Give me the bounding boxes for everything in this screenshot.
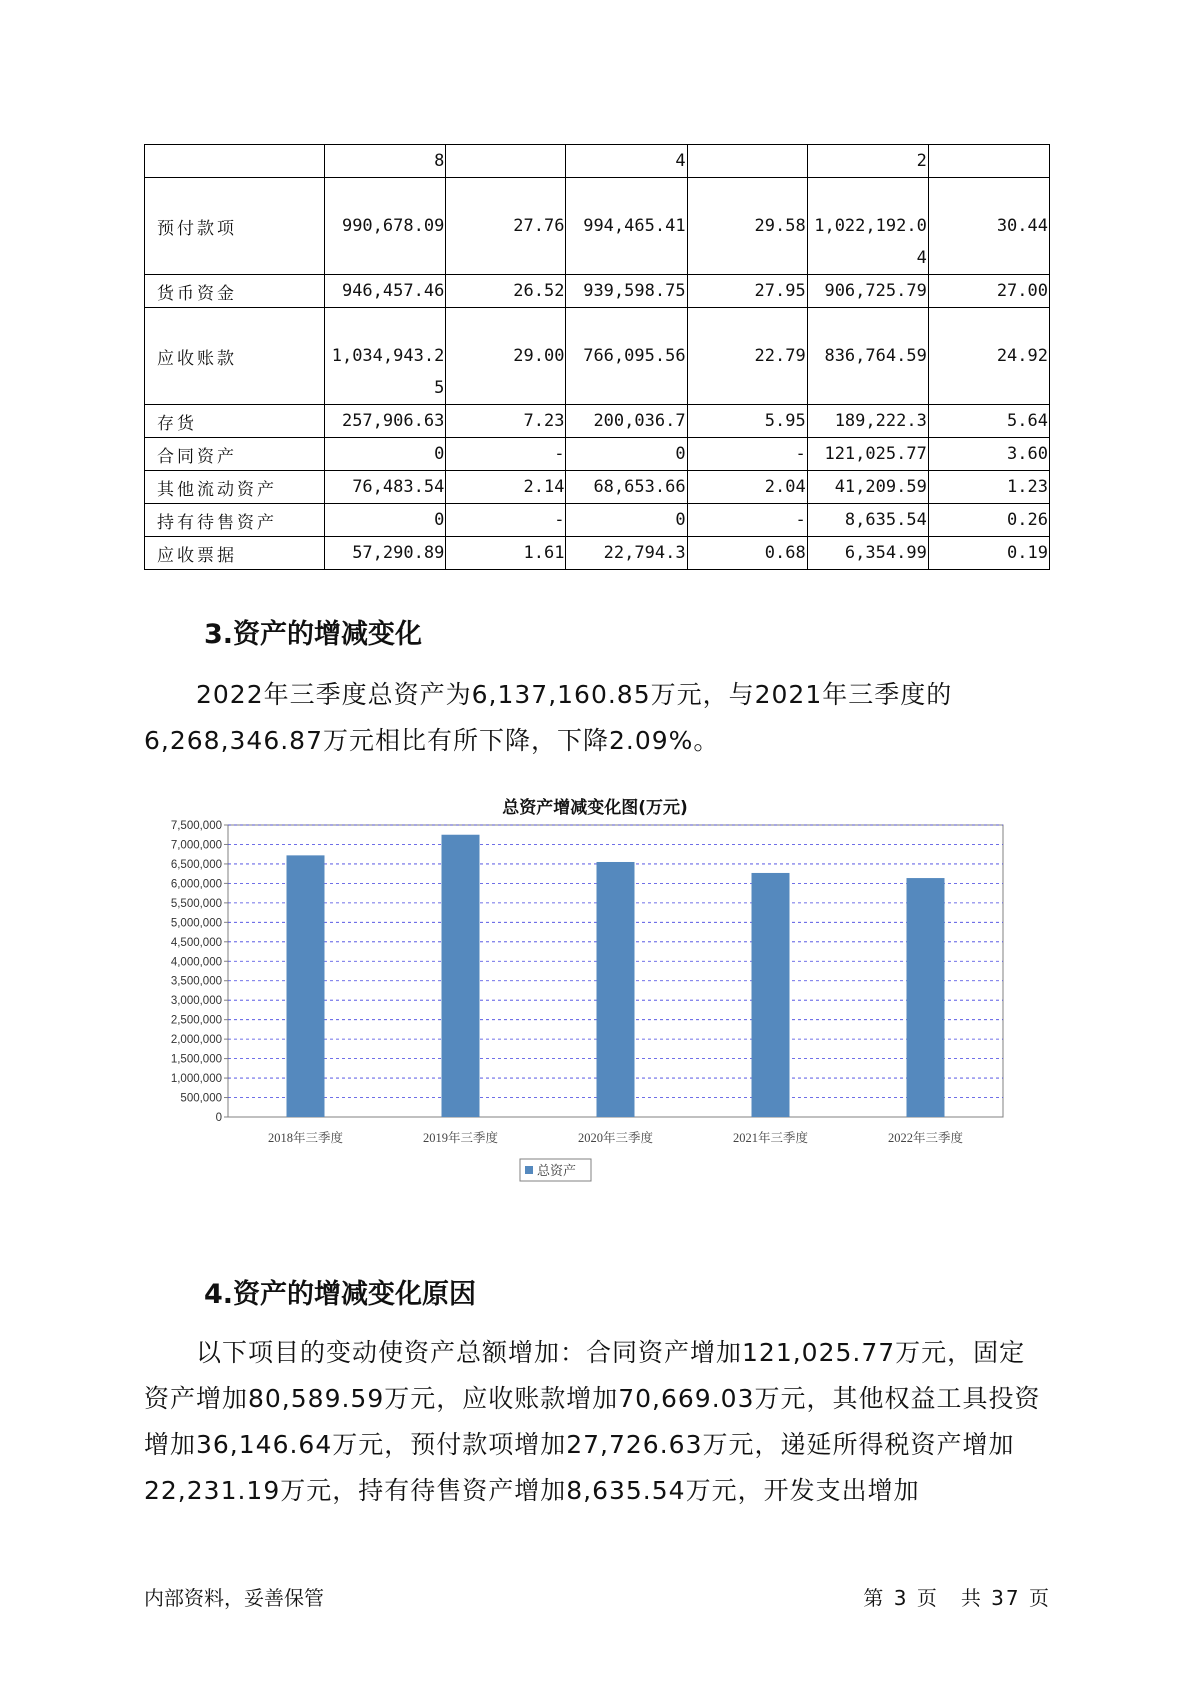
cell-value: 836,764.59 [807,308,928,405]
cell-value: 257,906.63 [325,405,446,438]
x-tick-label: 2019年三季度 [422,1131,499,1145]
cell-value: 0.19 [928,537,1049,570]
cell-value: 939,598.75 [566,275,687,308]
cell-value: 0 [566,504,687,537]
footer-confidential-note: 内部资料，妥善保管 [144,1586,324,1610]
y-tick-label: 2,500,000 [170,1014,222,1027]
y-tick-label: 6,000,000 [170,878,222,891]
cell-value: 41,209.59 [807,471,928,504]
y-tick-label: 4,000,000 [170,956,222,969]
table-row [145,438,1050,471]
bar [442,835,480,1117]
cell-value: 5.95 [687,405,807,438]
y-tick-label: 7,000,000 [170,839,222,852]
x-tick-label: 2022年三季度 [887,1131,964,1145]
cell-value: 7.23 [446,405,566,438]
bar [287,855,325,1117]
x-tick-label: 2018年三季度 [267,1131,344,1145]
table-row [145,471,1050,504]
cell-value: 3.60 [928,438,1049,471]
y-tick-label: 5,500,000 [170,897,222,910]
cell-value: - [687,504,807,537]
cell-value: - [446,504,566,537]
row-label: 存货 [145,405,325,438]
row-label: 其他流动资产 [145,471,325,504]
cell-value: 8,635.54 [807,504,928,537]
legend-swatch [525,1166,533,1174]
row-label: 预付款项 [145,178,325,275]
row-label: 货币资金 [145,275,325,308]
x-tick-label: 2021年三季度 [732,1131,809,1145]
y-tick-label: 7,500,000 [170,820,222,832]
cell-value: 27.00 [928,275,1049,308]
bar [597,862,635,1117]
cell-value: - [446,438,566,471]
cell-value: 200,036.7 [566,405,687,438]
cell-value: 4 [566,145,687,178]
cell-value: 57,290.89 [325,537,446,570]
cell-value: 24.92 [928,308,1049,405]
cell-value: 2.14 [446,471,566,504]
y-tick-label: 5,000,000 [170,917,222,930]
section-4-paragraph: 以下项目的变动使资产总额增加：合同资产增加121,025.77万元，固定资产增加80,589.59万元，应收账款增加70,669.03万元，其他权益工具投资增加36,146.64万元，预付款项增加27,726.63万元，递延所得税资产增加22,231.19万元，持有待售资产增加8,635.54万元，开发支出增加 [144,1338,1041,1505]
y-tick-label: 6,500,000 [170,858,222,871]
footer-page-number: 第 3 页 共 37 页 [863,1586,1051,1610]
asset-table [144,144,1050,570]
total-assets-chart [160,785,1030,1235]
cell-value: 1,034,943.25 [325,308,446,405]
cell-value: 0 [325,504,446,537]
row-label [145,145,325,178]
bar [907,878,945,1117]
y-tick-label: 500,000 [180,1092,222,1105]
cell-value: 26.52 [446,275,566,308]
cell-value: 22.79 [687,308,807,405]
cell-value: 0 [325,438,446,471]
cell-value: 27.95 [687,275,807,308]
cell-value: 906,725.79 [807,275,928,308]
cell-value: 29.00 [446,308,566,405]
cell-value: 5.64 [928,405,1049,438]
cell-value: 2.04 [687,471,807,504]
cell-value: 0 [566,438,687,471]
chart-svg [160,785,1030,1235]
cell-value [446,145,566,178]
cell-value: 990,678.09 [325,178,446,275]
cell-value: 29.58 [687,178,807,275]
section-4-heading: 4.资产的增减变化原因 [204,1279,477,1310]
y-tick-label: 2,000,000 [170,1034,222,1047]
cell-value: 68,653.66 [566,471,687,504]
cell-value: 1,022,192.04 [807,178,928,275]
cell-value: 0.26 [928,504,1049,537]
cell-value [928,145,1049,178]
section-3-paragraph: 2022年三季度总资产为6,137,160.85万元，与2021年三季度的6,268,346.87万元相比有所下降，下降2.09%。 [144,680,953,755]
table-row [145,145,1050,178]
y-tick-label: 4,500,000 [170,936,222,949]
cell-value: - [687,438,807,471]
x-tick-label: 2020年三季度 [577,1131,654,1145]
table-row [145,504,1050,537]
section-3-heading: 3.资产的增减变化 [204,619,423,650]
cell-value: 30.44 [928,178,1049,275]
y-tick-label: 1,500,000 [170,1053,222,1066]
cell-value: 22,794.3 [566,537,687,570]
y-tick-label: 0 [215,1112,222,1124]
cell-value: 946,457.46 [325,275,446,308]
legend-label: 总资产 [537,1164,577,1179]
row-label: 应收票据 [145,537,325,570]
cell-value: 1.61 [446,537,566,570]
table-row [145,178,1050,275]
y-tick-label: 3,000,000 [170,995,222,1008]
cell-value: 0.68 [687,537,807,570]
row-label: 持有待售资产 [145,504,325,537]
cell-value: 121,025.77 [807,438,928,471]
cell-value: 8 [325,145,446,178]
table-row [145,308,1050,405]
y-tick-label: 1,000,000 [170,1073,222,1086]
cell-value: 766,095.56 [566,308,687,405]
cell-value: 2 [807,145,928,178]
cell-value: 1.23 [928,471,1049,504]
cell-value: 27.76 [446,178,566,275]
row-label: 应收账款 [145,308,325,405]
table-row [145,405,1050,438]
cell-value [687,145,807,178]
cell-value: 6,354.99 [807,537,928,570]
table-row [145,537,1050,570]
chart-title: 总资产增减变化图(万元) [502,798,688,818]
cell-value: 189,222.3 [807,405,928,438]
table-row [145,275,1050,308]
bar [752,873,790,1117]
cell-value: 76,483.54 [325,471,446,504]
asset-table-body [145,145,1050,570]
cell-value: 994,465.41 [566,178,687,275]
row-label: 合同资产 [145,438,325,471]
y-tick-label: 3,500,000 [170,975,222,988]
